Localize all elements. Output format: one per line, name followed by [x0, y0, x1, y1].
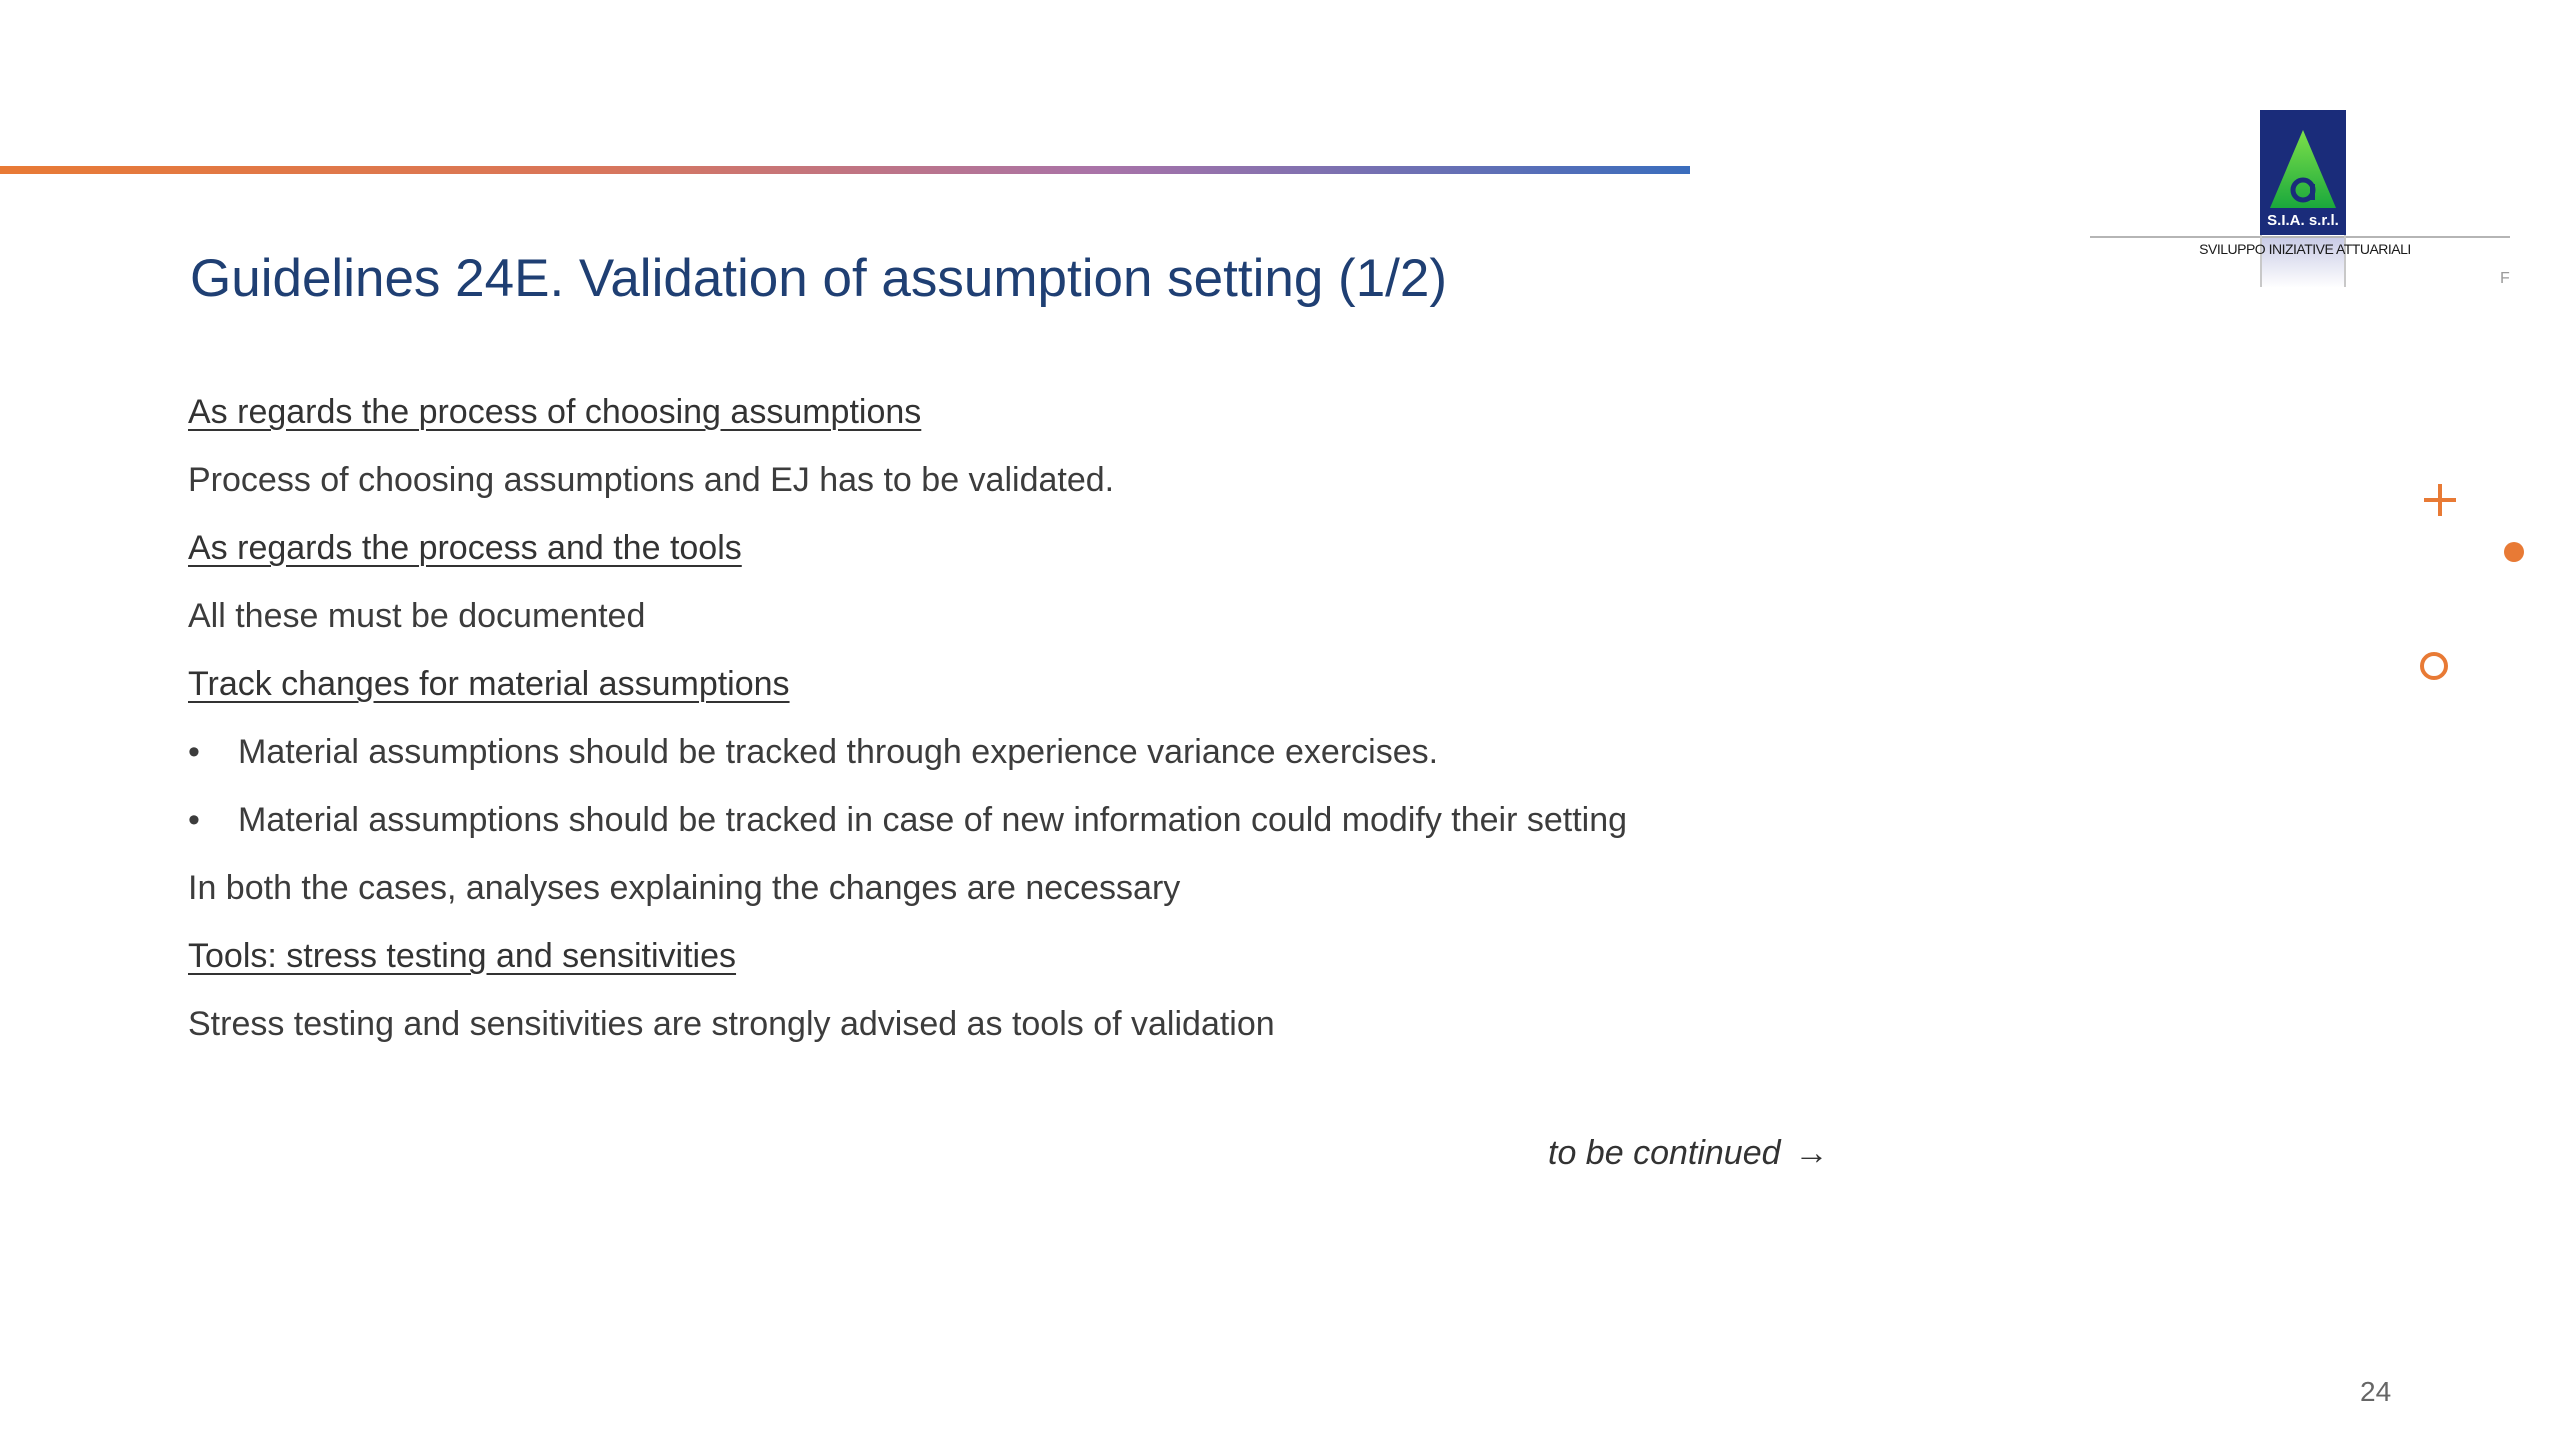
bullet-item	[188, 724, 1748, 792]
slide-body	[188, 384, 1748, 1064]
section-heading: Tools: stress testing and sensitivities	[188, 937, 737, 975]
logo-brand-text: S.I.A. s.r.l.	[2267, 212, 2339, 229]
accent-gradient-line	[0, 166, 1690, 174]
arrow-right-icon: →	[1794, 1134, 1829, 1172]
bullet-item	[188, 792, 1748, 860]
bullet-text: Material assumptions should be tracked through experience variance exercises.	[238, 733, 1439, 771]
bullet-icon: •	[188, 801, 200, 839]
ring-icon	[2420, 652, 2448, 680]
plus-icon	[2424, 484, 2456, 516]
section-heading: As regards the process and the tools	[188, 529, 742, 567]
continued-text: to be continued	[1548, 1134, 1781, 1172]
logo-small-mark: F	[2500, 270, 2510, 287]
bullet-icon: •	[188, 733, 200, 771]
to-be-continued-note	[1548, 1134, 1829, 1173]
page-number: 24	[2360, 1376, 2392, 1407]
section-heading: As regards the process of choosing assumptions	[188, 393, 922, 431]
logo-tagline: SVILUPPO INIZIATIVE ATTUARIALI	[2199, 241, 2411, 257]
bullet-text: Material assumptions should be tracked in case of new information could modify their setting	[238, 801, 1628, 839]
body-paragraph: Stress testing and sensitivities are strongly advised as tools of validation	[188, 1005, 1275, 1043]
body-paragraph: Process of choosing assumptions and EJ has to be validated.	[188, 461, 1115, 499]
dot-icon	[2504, 542, 2524, 562]
body-paragraph: In both the cases, analyses explaining the changes are necessary	[188, 869, 1181, 907]
company-logo	[2090, 110, 2510, 290]
section-heading: Track changes for material assumptions	[188, 665, 790, 703]
body-paragraph: All these must be documented	[188, 597, 646, 635]
slide-title: Guidelines 24E. Validation of assumption setting (1/2)	[190, 249, 1448, 308]
